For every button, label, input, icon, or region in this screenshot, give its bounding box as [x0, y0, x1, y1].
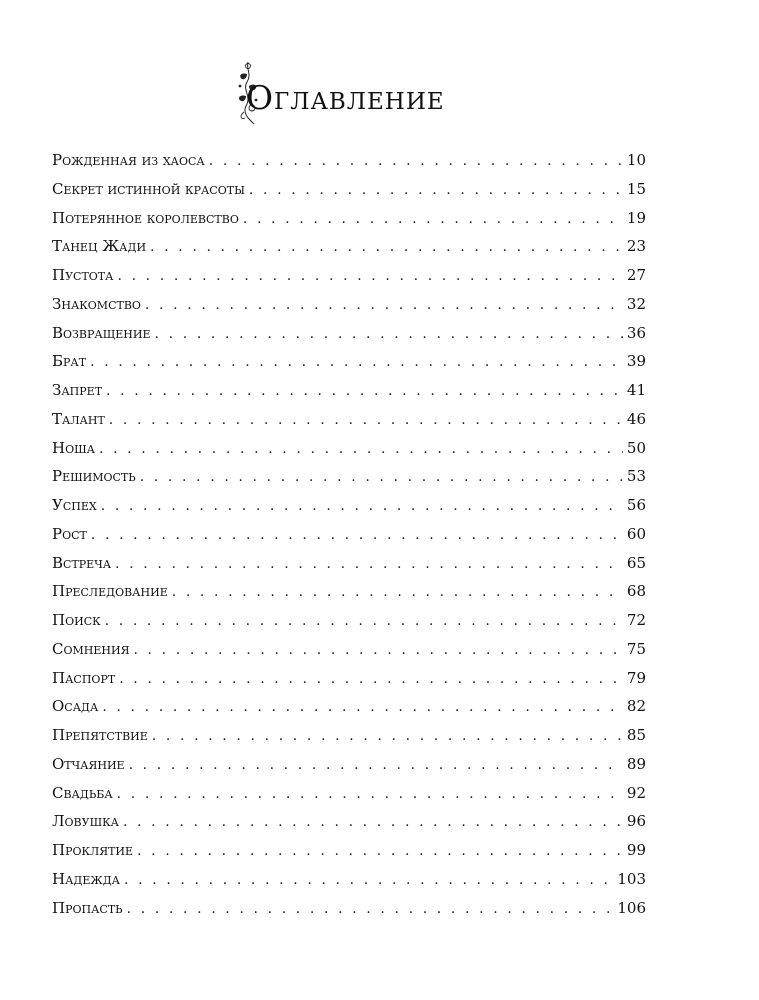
toc-entry-page-number: 23 [626, 237, 646, 256]
toc-entry-title: Танец Жади [52, 237, 147, 256]
dot-leader [127, 895, 614, 924]
toc-entry-title: Осада [52, 697, 99, 716]
toc-entry-title: Знакомство [52, 294, 141, 313]
toc-entry [52, 319, 646, 348]
toc-entry-page-number: 56 [626, 496, 646, 514]
dot-leader [137, 837, 623, 866]
toc-entry [52, 865, 646, 894]
toc-entry-page-number: 19 [626, 208, 646, 227]
toc-entry-title: Успех [52, 496, 97, 514]
toc-entry-page-number: 72 [626, 611, 646, 629]
title-block [0, 60, 759, 140]
dot-leader [102, 693, 623, 722]
toc-entry [52, 146, 646, 175]
toc-entry [52, 290, 646, 319]
toc-entry-title: Преследование [52, 582, 168, 601]
toc-entry-page-number: 96 [626, 812, 646, 831]
toc-entry-title: Проклятие [52, 841, 134, 859]
toc-entry-title: Потерянное королевство [52, 208, 239, 227]
toc-entry [52, 549, 646, 578]
toc-entry [52, 520, 646, 549]
toc-entry [52, 462, 646, 491]
dot-leader [243, 205, 623, 234]
toc-entry-page-number: 65 [626, 553, 646, 572]
toc-entry-page-number: 82 [626, 697, 646, 716]
toc-entry-title: Пропасть [52, 898, 123, 917]
toc-entry [52, 807, 646, 836]
dot-leader [105, 607, 623, 636]
toc-entry-page-number: 106 [617, 898, 646, 917]
toc-entry-page-number: 99 [626, 841, 646, 859]
toc-entry [52, 894, 646, 923]
toc-entry [52, 664, 646, 693]
toc-entry-title: Рожденная из хаоса [52, 151, 205, 169]
dot-leader [99, 435, 623, 464]
dot-leader [140, 463, 623, 492]
dot-leader [115, 550, 623, 579]
dot-leader [129, 751, 623, 780]
toc-entry-page-number: 41 [626, 381, 646, 399]
dot-leader [133, 636, 622, 665]
toc-entry-title: Сомнения [52, 639, 130, 658]
dot-leader [209, 147, 623, 176]
toc-entry [52, 175, 646, 204]
toc-entry [52, 232, 646, 261]
toc-entry-title: Ноша [52, 438, 95, 457]
toc-entry [52, 204, 646, 233]
toc-entry-page-number: 89 [626, 754, 646, 773]
toc-entry-page-number: 46 [626, 409, 646, 428]
toc-entry-title: Секрет истинной красоты [52, 179, 245, 198]
toc-entry-title: Решимость [52, 467, 136, 486]
toc-entry-page-number: 27 [626, 266, 646, 284]
toc-entry-page-number: 39 [626, 352, 646, 371]
toc-entry-page-number: 60 [626, 524, 646, 543]
dot-leader [152, 722, 623, 751]
toc-entry-page-number: 15 [626, 179, 646, 198]
toc-entry-title: Надежда [52, 869, 121, 888]
toc-entry-page-number: 32 [626, 294, 646, 313]
toc-entry [52, 376, 646, 405]
page-title: Оглавление [246, 78, 445, 117]
toc-entry-title: Брат [52, 352, 87, 371]
toc-entry-page-number: 85 [626, 726, 646, 744]
toc-entry-title: Отчаяние [52, 754, 125, 773]
dot-leader [119, 665, 623, 694]
dot-leader [155, 320, 623, 349]
toc-entry [52, 836, 646, 865]
toc-entry-title: Паспорт [52, 668, 116, 687]
dot-leader [145, 291, 623, 320]
dot-leader [249, 176, 623, 205]
toc-entry-page-number: 103 [617, 869, 646, 888]
toc-entry-title: Рост [52, 524, 87, 543]
dot-leader [172, 578, 623, 607]
dot-leader [109, 406, 623, 435]
toc-entry-page-number: 79 [626, 668, 646, 687]
dot-leader [124, 866, 613, 895]
toc-entry-title: Талант [52, 409, 105, 428]
toc-entry-title: Ловушка [52, 812, 119, 831]
toc-entry-title: Свадьба [52, 783, 113, 802]
toc-entry [52, 750, 646, 779]
dot-leader [150, 233, 623, 262]
toc-entry-title: Препятствие [52, 726, 148, 744]
toc-entry-page-number: 50 [626, 438, 646, 457]
dot-leader [117, 262, 622, 291]
toc-entry-page-number: 75 [626, 639, 646, 658]
toc-entry [52, 434, 646, 463]
toc-entry [52, 692, 646, 721]
dot-leader [106, 377, 623, 406]
toc-entry [52, 405, 646, 434]
dot-leader [101, 492, 623, 521]
toc-entry-page-number: 92 [626, 783, 646, 802]
dot-leader [123, 808, 623, 837]
toc-entry-page-number: 36 [626, 323, 646, 342]
toc-entry-title: Пустота [52, 266, 114, 284]
toc-entry [52, 606, 646, 635]
table-of-contents [52, 146, 646, 922]
toc-entry-page-number: 68 [626, 582, 646, 601]
toc-entry-title: Запрет [52, 381, 103, 399]
toc-entry [52, 577, 646, 606]
toc-entry [52, 779, 646, 808]
toc-entry [52, 491, 646, 520]
toc-entry [52, 721, 646, 750]
toc-entry-page-number: 53 [626, 467, 646, 486]
toc-entry-title: Поиск [52, 611, 101, 629]
toc-entry [52, 261, 646, 290]
toc-entry [52, 635, 646, 664]
dot-leader [90, 348, 623, 377]
toc-entry [52, 347, 646, 376]
toc-entry-page-number: 10 [626, 151, 646, 169]
dot-leader [91, 521, 623, 550]
toc-entry-title: Возвращение [52, 323, 151, 342]
dot-leader [117, 780, 623, 809]
toc-entry-title: Встреча [52, 553, 112, 572]
